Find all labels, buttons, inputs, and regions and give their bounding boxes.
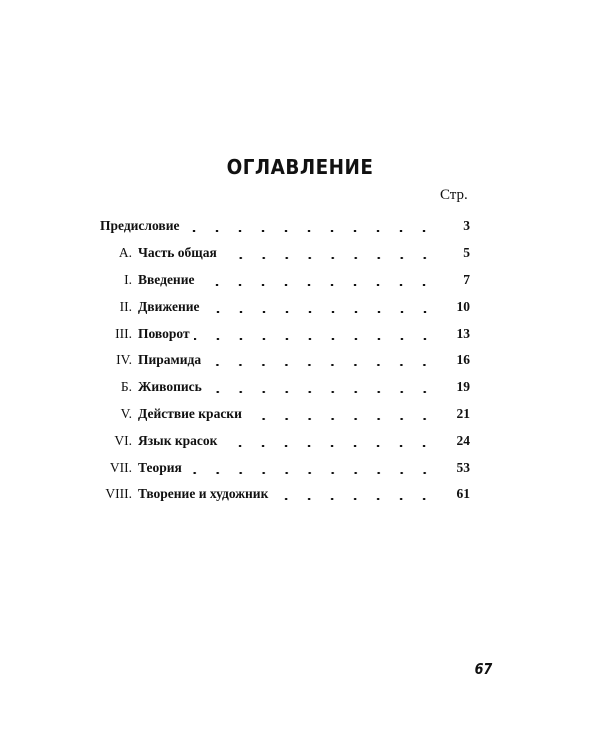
- dot-leader: [205, 364, 436, 366]
- dot-leader: [198, 284, 436, 286]
- toc-entry-page: 10: [436, 299, 470, 315]
- dot-leader: [221, 445, 436, 447]
- toc-entry: [100, 240, 470, 267]
- toc-entry-number: IV.: [116, 352, 132, 368]
- toc-entry-page: 5: [436, 245, 470, 261]
- dot-leader: [272, 498, 436, 500]
- toc-entry: [100, 267, 470, 294]
- toc-entry: [100, 427, 470, 454]
- dot-leader: [206, 391, 436, 393]
- toc-entry-page: 7: [436, 272, 470, 288]
- toc-entry-label: Движение: [132, 299, 204, 315]
- toc-entry-page: 13: [436, 326, 470, 342]
- toc-entry-label: Часть общая: [132, 245, 221, 261]
- toc-entry-page: 3: [436, 218, 470, 234]
- dot-leader: [246, 418, 436, 420]
- toc-entry-number: А.: [118, 245, 132, 261]
- toc-entry: [100, 374, 470, 401]
- toc-entry: [100, 293, 470, 320]
- toc-entry-number: VIII.: [105, 486, 132, 502]
- toc-entry-page: 24: [436, 433, 470, 449]
- table-of-contents: [100, 213, 470, 508]
- toc-entry-number: III.: [115, 325, 132, 341]
- toc-entry-number: VI.: [114, 432, 132, 448]
- page-title: ОГЛАВЛЕНИЕ: [226, 155, 374, 179]
- toc-entry-page: 61: [436, 486, 470, 502]
- dot-leader: [183, 230, 436, 232]
- toc-entry-label: Предисловие: [100, 218, 183, 234]
- toc-entry-number: V.: [120, 405, 132, 421]
- toc-entry-label: Поворот: [132, 326, 194, 342]
- toc-entry: [100, 213, 470, 240]
- toc-entry-number: VII.: [109, 459, 132, 475]
- toc-entry-page: 19: [436, 379, 470, 395]
- toc-entry-label: Творение и художник: [132, 486, 272, 502]
- toc-entry-page: 53: [436, 460, 470, 476]
- toc-entry: [100, 347, 470, 374]
- toc-entry: [100, 401, 470, 428]
- toc-entry: [100, 320, 470, 347]
- toc-entry-label: Язык красок: [132, 433, 221, 449]
- toc-entry-label: Живопись: [132, 379, 206, 395]
- dot-leader: [194, 338, 436, 340]
- toc-entry-label: Теория: [132, 460, 186, 476]
- toc-entry-number: II.: [119, 298, 132, 314]
- toc-entry: [100, 481, 470, 508]
- dot-leader: [204, 311, 436, 313]
- toc-entry: [100, 454, 470, 481]
- toc-entry-label: Пирамида: [132, 352, 205, 368]
- page-number: 67: [474, 660, 493, 678]
- dot-leader: [221, 257, 436, 259]
- page-column-header: Стр.: [440, 187, 468, 203]
- toc-entry-label: Действие краски: [132, 406, 246, 422]
- dot-leader: [186, 472, 436, 474]
- toc-entry-page: 21: [436, 406, 470, 422]
- toc-entry-page: 16: [436, 352, 470, 368]
- toc-entry-number: Б.: [120, 379, 132, 395]
- toc-entry-label: Введение: [132, 272, 198, 288]
- toc-entry-number: I.: [124, 271, 132, 287]
